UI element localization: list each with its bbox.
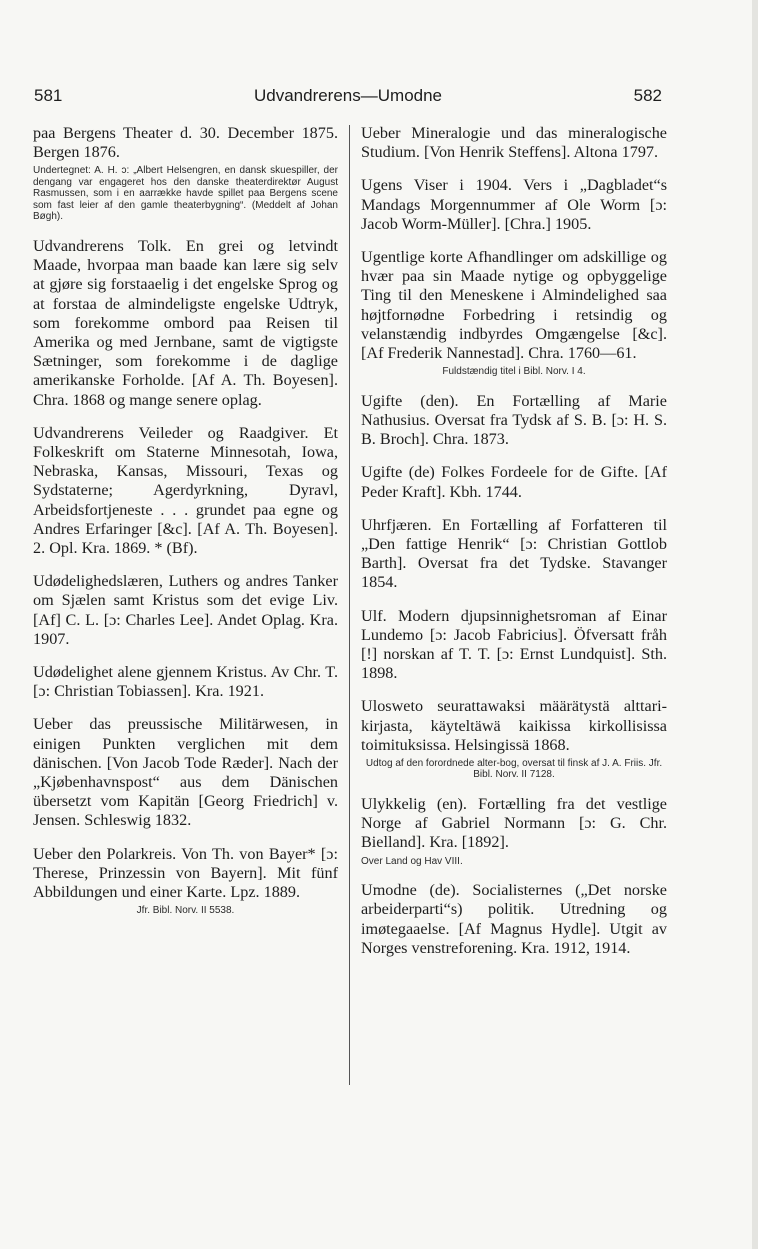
bibliography-entry <box>33 124 338 223</box>
entry-text: Udvandrerens Veileder og Raadgiver. Et Folkeskrift om Staterne Minnesotah, Iowa, Nebraska, Kansas, Missouri, Texas og Sydstaterne; Agerdyrkning, Dyravl, Arbeidsfortjeneste . . . grundet paa egne og Andres Erfaringer [&c]. [Af A. Th. Boyesen]. 2. Opl. Kra. 1869. * (Bf). <box>33 423 338 557</box>
column-divider <box>349 125 350 1085</box>
entry-note: Jfr. Bibl. Norv. II 5538. <box>136 905 235 917</box>
bibliography-entry <box>361 697 667 781</box>
entry-text: Ugifte (den). En Fortælling af Marie Nathusius. Oversat fra Tydsk af S. B. [ɔ: H. S. B. Broch]. Chra. 1873. <box>361 391 667 449</box>
entry-text: Ugifte (de) Folkes Fordeele for de Gifte. [Af Peder Kraft]. Kbh. 1744. <box>361 463 667 501</box>
bibliography-entry <box>33 715 338 830</box>
bibliography-entry <box>33 237 338 410</box>
bibliography-entry <box>361 392 667 450</box>
bibliography-entry <box>361 607 667 684</box>
running-title: Udvandrerens—Umodne <box>253 86 443 105</box>
entry-text: Ulosweto seurattawaksi määrätystä alttari-kirjasta, käyteltäwä kaikissa kirkollisissa toimituksissa. Helsingissä 1868. <box>361 697 667 754</box>
entry-note: Over Land og Hav VIII. <box>361 855 463 867</box>
bibliography-entry <box>361 516 667 593</box>
bibliography-entry <box>361 248 667 378</box>
entry-text: Ugentlige korte Afhandlinger om adskillige og hvær paa sin Maade nytige og opbyggelige Ting til den Meneskene i Almindelighed saa højtfornødne Forbedring i retsindig og velanstændig indbyrdes Omgængelse [&c]. [Af Frederik Nannestad]. Chra. 1760—61. <box>361 248 667 363</box>
entry-note: Udtog af den forordnede alter-bog, oversat til finsk af J. A. Friis. Jfr. Bibl. Norv. II 7128. <box>365 757 663 781</box>
page-number-right: 582 <box>633 86 662 105</box>
entry-text: Ueber Mineralogie und das mineralogische Studium. [Von Henrik Steffens]. Altona 1797. <box>361 124 667 162</box>
entry-text: Ugens Viser i 1904. Vers i „Dagbladet“s Mandags Morgennummer af Ole Worm [ɔ: Jacob Worm-Müller]. [Chra.] 1905. <box>361 176 667 233</box>
entry-text: Ueber das preussische Militärwesen, in einigen Punkten verglichen mit dem dänischen. [Von Jacob Tode Ræder]. Nach der „Kjøbenhavnspost“ aus dem Dänischen übersetzt vom Kapitän [Georg Friedrich] v. Jensen. Schleswig 1832. <box>33 715 338 830</box>
bibliography-entry <box>361 881 667 958</box>
bibliography-entry <box>33 424 338 558</box>
entry-note: Undertegnet: A. H. ɔ: „Albert Helsengren, en dansk skuespiller, der dengang var engageret hos den danske theaterdirektør August Rasmussen, som i en aarrække havde spillet paa Bergens scene som fast leier af den gamle theaterbygning“. (Meddelt af Johan Bøgh). <box>33 165 338 223</box>
bibliography-entry <box>33 572 338 649</box>
entry-text: Ueber den Polarkreis. Von Th. von Bayer* [ɔ: Therese, Prinzessin von Bayern]. Mit fünf Abbildungen und einer Karte. Lpz. 1889. <box>33 844 338 901</box>
entry-text: Umodne (de). Socialisternes („Det norske arbeiderparti“s) politik. Utredning og imøtegaaelse. [Af Magnus Hydle]. Utgit av Norges venstreforening. Kra. 1912, 1914. <box>361 881 667 957</box>
bibliography-entry <box>361 795 667 867</box>
bibliography-entry <box>33 663 338 701</box>
bibliography-entry <box>361 176 667 234</box>
entry-text: paa Bergens Theater d. 30. December 1875. Bergen 1876. <box>33 124 338 162</box>
entry-note: Fuldstændig titel i Bibl. Norv. I 4. <box>442 366 586 378</box>
bibliography-entry <box>361 124 667 162</box>
left-column <box>33 124 338 931</box>
entry-text: Udødelighet alene gjennem Kristus. Av Chr. T. [ɔ: Christian Tobiassen]. Kra. 1921. <box>33 662 338 701</box>
entry-text: Ulf. Modern djupsinnighetsroman af Einar Lundemo [ɔ: Jacob Fabricius]. Öfversatt fråh [!] norskan af T. T. [ɔ: Ernst Lundquist]. Sth. 1898. <box>361 606 667 683</box>
bibliography-entry <box>33 845 338 917</box>
entry-text: Ulykkelig (en). Fortælling fra det vestlige Norge af Gabriel Normann [ɔ: G. Chr. Bielland]. Kra. [1892]. <box>361 794 667 852</box>
entry-text: Uhrfjæren. En Fortælling af Forfatteren til „Den fattige Henrik“ [ɔ: Christian Gottlob Barth]. Oversat fra det Tydske. Stavanger 1854. <box>361 515 667 592</box>
entry-text: Udødelighedslæren, Luthers og andres Tanker om Sjælen samt Kristus som det evige Liv. [Af] C. L. [ɔ: Charles Lee]. Andet Oplag. Kra. 1907. <box>33 572 338 648</box>
bibliography-entry <box>361 463 667 501</box>
entry-text: Udvandrerens Tolk. En grei og letvindt Maade, hvorpaa man baade kan lære sig selv at gjøre sig forstaaelig i det engelske Sprog og at forstaa de almindeligste engelske Udtryk, som forekomme ombord paa Reisen til Amerika og med Jernbane, samt de vigtigste Sætninger, som forekomme i de daglige amerikanske Forholde. [Af A. Th. Boyesen]. Chra. 1868 og mange senere oplag. <box>33 236 338 409</box>
page-header <box>34 86 662 108</box>
page-number-left: 581 <box>34 86 63 105</box>
right-column <box>361 124 667 972</box>
